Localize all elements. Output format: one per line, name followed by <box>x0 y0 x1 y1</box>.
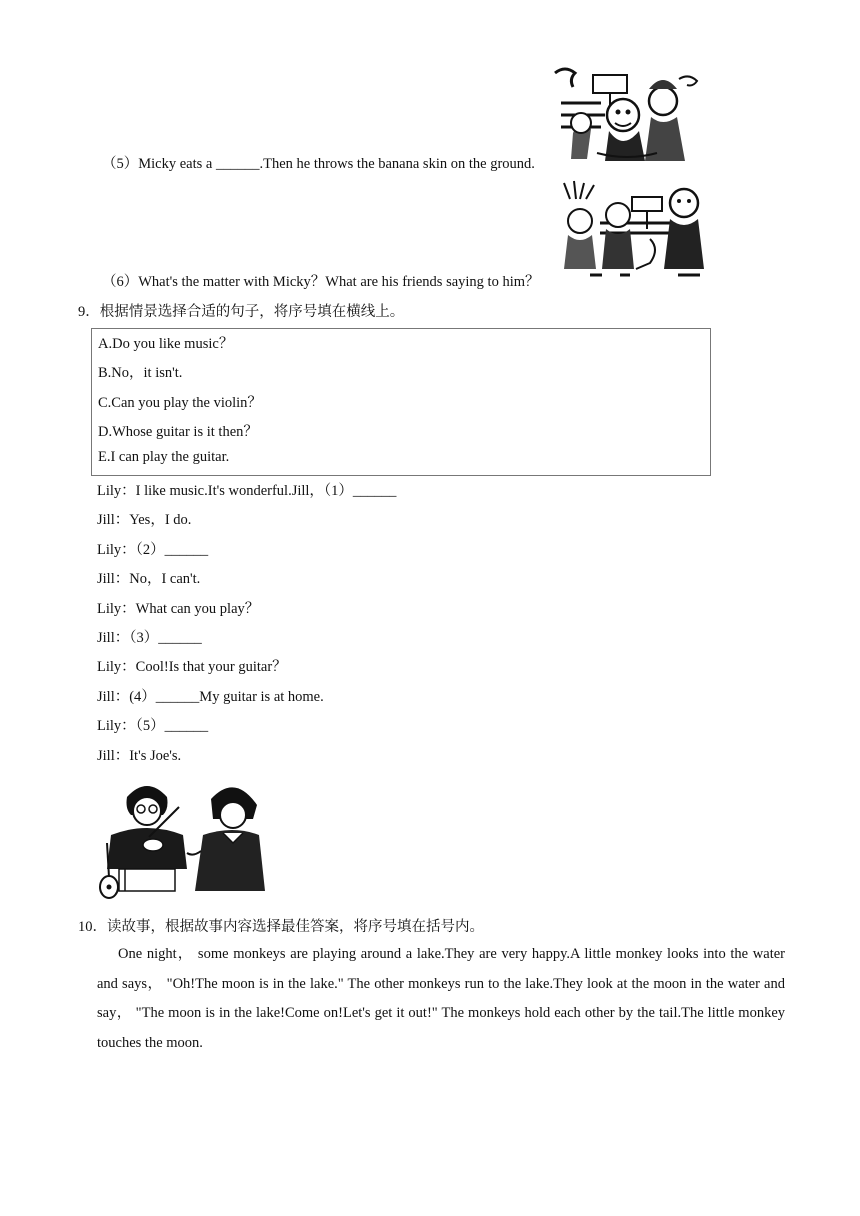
q9-instruction: 9．根据情景选择合适的句子，将序号填在横线上。 <box>78 304 405 320</box>
dialogue-line-8: Jill：(4）______My guitar is at home. <box>97 689 324 705</box>
q9-option-e: E.I can play the guitar. <box>98 449 230 465</box>
q10-story <box>97 940 785 1058</box>
dialogue-line-9: Lily：（5）______ <box>97 718 209 734</box>
cartoon-micky-friends-illustration <box>560 179 708 283</box>
cartoon-micky-banana-illustration <box>553 63 701 165</box>
dialogue-line-2: Jill：Yes，I do. <box>97 512 192 528</box>
dialogue-line-3: Lily：（2）______ <box>97 542 209 558</box>
q9-option-a: A.Do you like music？ <box>98 336 234 352</box>
dialogue-line-10: Jill：It's Joe's. <box>97 748 182 764</box>
q8-item-5: （5）Micky eats a ______.Then he throws the banana skin on the ground. <box>102 156 535 172</box>
q10-instruction: 10．读故事，根据故事内容选择最佳答案，将序号填在括号内。 <box>78 919 484 935</box>
dialogue-line-6: Jill：（3）______ <box>97 630 202 646</box>
q9-option-c: C.Can you play the violin？ <box>98 395 262 411</box>
dialogue-line-7: Lily：Cool!Is that your guitar？ <box>97 659 287 675</box>
q9-option-b: B.No，it isn't. <box>98 365 183 381</box>
dialogue-line-4: Jill：No，I can't. <box>97 571 201 587</box>
kids-violin-guitar-illustration <box>97 773 269 905</box>
q8-item-6: （6）What's the matter with Micky？What are his friends saying to him？ <box>102 274 540 290</box>
q9-option-d: D.Whose guitar is it then？ <box>98 424 258 440</box>
q10-story-text: One night， some monkeys are playing around a lake.They are very happy.A little monkey looks into the water and says， "Oh!The moon is in the lake." The other monkeys run to the lake.They look at the moon in the water and say， "The moon is in the lake!Come on!Let's get it out!" The monkeys hold each other by the tail.The little monkey touches the moon. <box>97 946 785 1051</box>
dialogue-line-1: Lily：I like music.It's wonderful.Jill，（1）______ <box>97 483 397 499</box>
dialogue-line-5: Lily：What can you play？ <box>97 601 260 617</box>
